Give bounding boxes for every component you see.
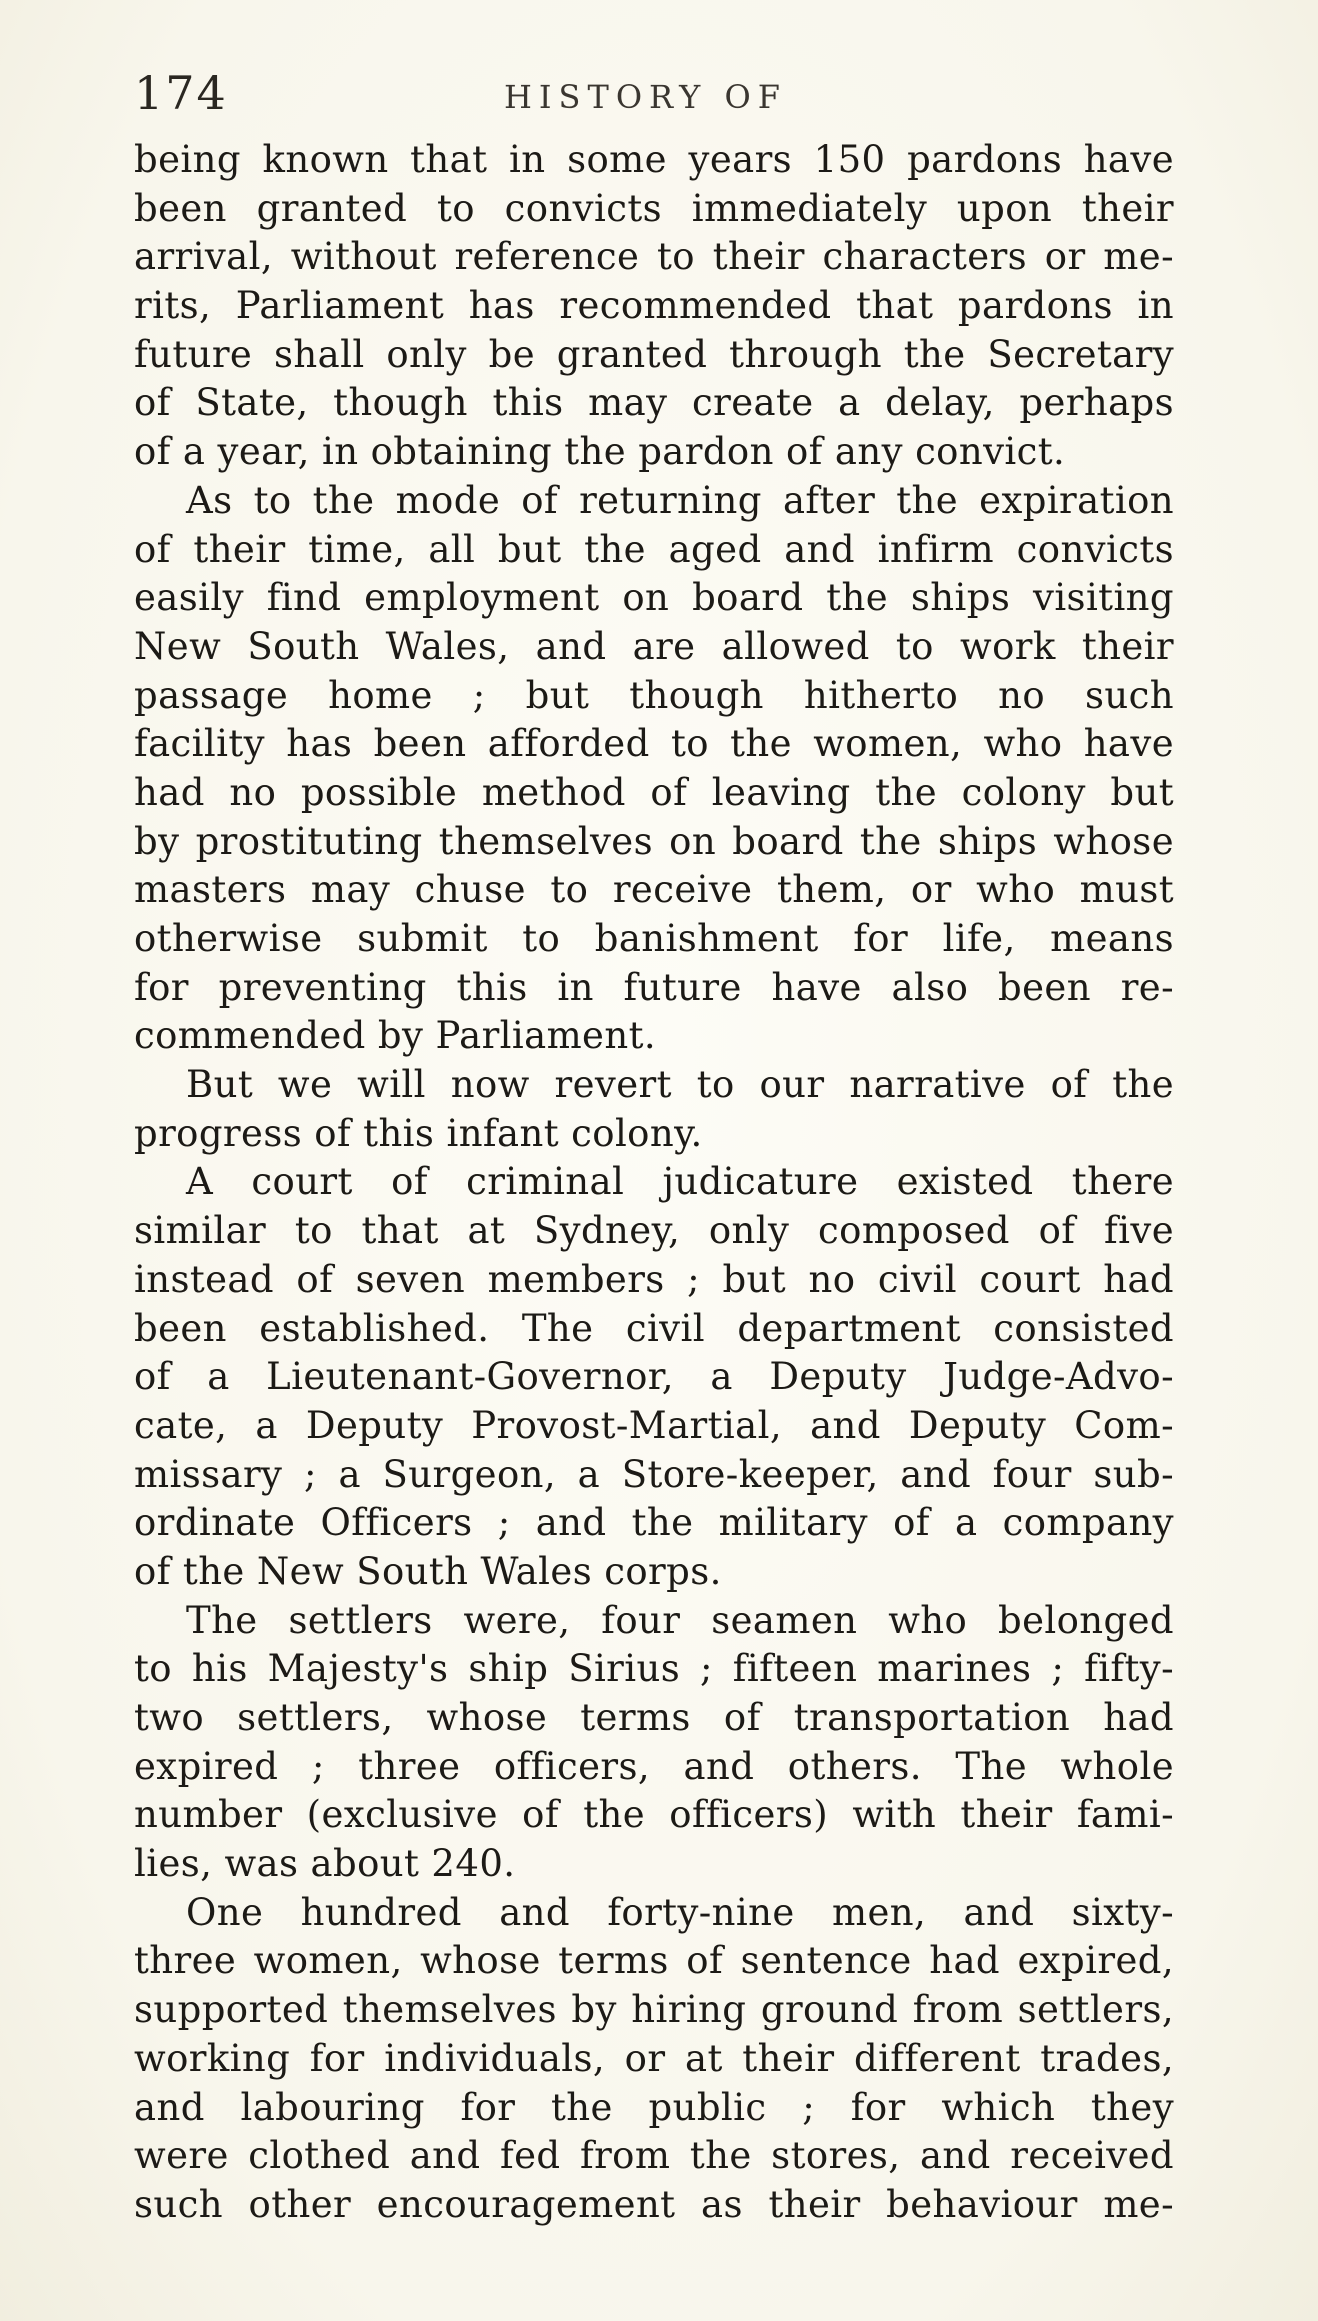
text-line: future shall only be granted through the Secretary <box>134 332 1174 376</box>
text-line: instead of seven members ; but no civil court had <box>134 1257 1174 1301</box>
text-line: New South Wales, and are allowed to work their <box>134 624 1174 668</box>
text-line: such other encouragement as their behaviour me- <box>134 2182 1174 2226</box>
paragraph-start-line: The settlers were, four seamen who belonged <box>186 1598 1174 1642</box>
text-line: number (exclusive of the officers) with their fami- <box>134 1793 1174 1837</box>
text-line: of a Lieutenant-Governor, a Deputy Judge-Advo- <box>134 1355 1174 1399</box>
text-line: masters may chuse to receive them, or who must <box>134 868 1174 912</box>
text-line: similar to that at Sydney, only composed of five <box>134 1209 1174 1253</box>
paragraph-start-line: But we will now revert to our narrative of the <box>186 1063 1174 1107</box>
text-line: of the New South Wales corps. <box>134 1549 722 1593</box>
text-line: supported themselves by hiring ground from settlers, <box>134 1988 1174 2032</box>
text-line: ordinate Officers ; and the military of a company <box>134 1501 1174 1545</box>
text-line: easily find employment on board the ships visiting <box>134 576 1174 620</box>
text-line: been granted to convicts immediately upon their <box>134 186 1174 230</box>
body-text <box>134 136 1174 2230</box>
page-number: 174 <box>134 66 228 120</box>
paragraph-start-line: One hundred and forty-nine men, and sixty- <box>186 1890 1174 1934</box>
text-line: passage home ; but though hitherto no such <box>134 673 1174 717</box>
text-line: and labouring for the public ; for which they <box>134 2085 1174 2129</box>
text-line: lies, was about 240. <box>134 1842 516 1886</box>
running-head: HISTORY OF <box>504 78 787 116</box>
text-line: missary ; a Surgeon, a Store-keeper, and four sub- <box>134 1452 1174 1496</box>
text-line: rits, Parliament has recommended that pardons in <box>134 284 1174 328</box>
text-line: facility has been afforded to the women, who have <box>134 722 1174 766</box>
text-line: to his Majesty's ship Sirius ; fifteen marines ; fifty- <box>134 1647 1174 1691</box>
text-line: had no possible method of leaving the colony but <box>134 770 1174 814</box>
text-line: of their time, all but the aged and infirm convicts <box>134 527 1174 571</box>
text-line: being known that in some years 150 pardons have <box>134 138 1174 181</box>
text-line: commended by Parliament. <box>134 1014 657 1058</box>
text-line: working for individuals, or at their different trades, <box>134 2036 1174 2080</box>
page-header <box>134 66 1174 126</box>
text-line: three women, whose terms of sentence had expired, <box>134 1939 1174 1983</box>
text-line: progress of this infant colony. <box>134 1111 703 1155</box>
text-line: otherwise submit to banishment for life, means <box>134 917 1174 960</box>
text-line: by prostituting themselves on board the ships whose <box>134 819 1174 863</box>
text-line: were clothed and fed from the stores, and received <box>134 2134 1174 2178</box>
paragraph-start-line: A court of criminal judicature existed there <box>186 1160 1174 1204</box>
text-line: of a year, in obtaining the pardon of any convict. <box>134 430 1066 474</box>
text-line: cate, a Deputy Provost-Martial, and Deputy Com- <box>134 1403 1174 1447</box>
paragraph-start-line: As to the mode of returning after the expiration <box>186 478 1174 522</box>
text-line: two settlers, whose terms of transportation had <box>134 1696 1174 1739</box>
text-line: been established. The civil department consisted <box>134 1306 1174 1350</box>
text-line: of State, though this may create a delay, perhaps <box>134 381 1174 425</box>
text-line: for preventing this in future have also been re- <box>134 965 1174 1009</box>
text-line: expired ; three officers, and others. The whole <box>134 1744 1174 1788</box>
text-line: arrival, without reference to their characters or me- <box>134 235 1174 279</box>
